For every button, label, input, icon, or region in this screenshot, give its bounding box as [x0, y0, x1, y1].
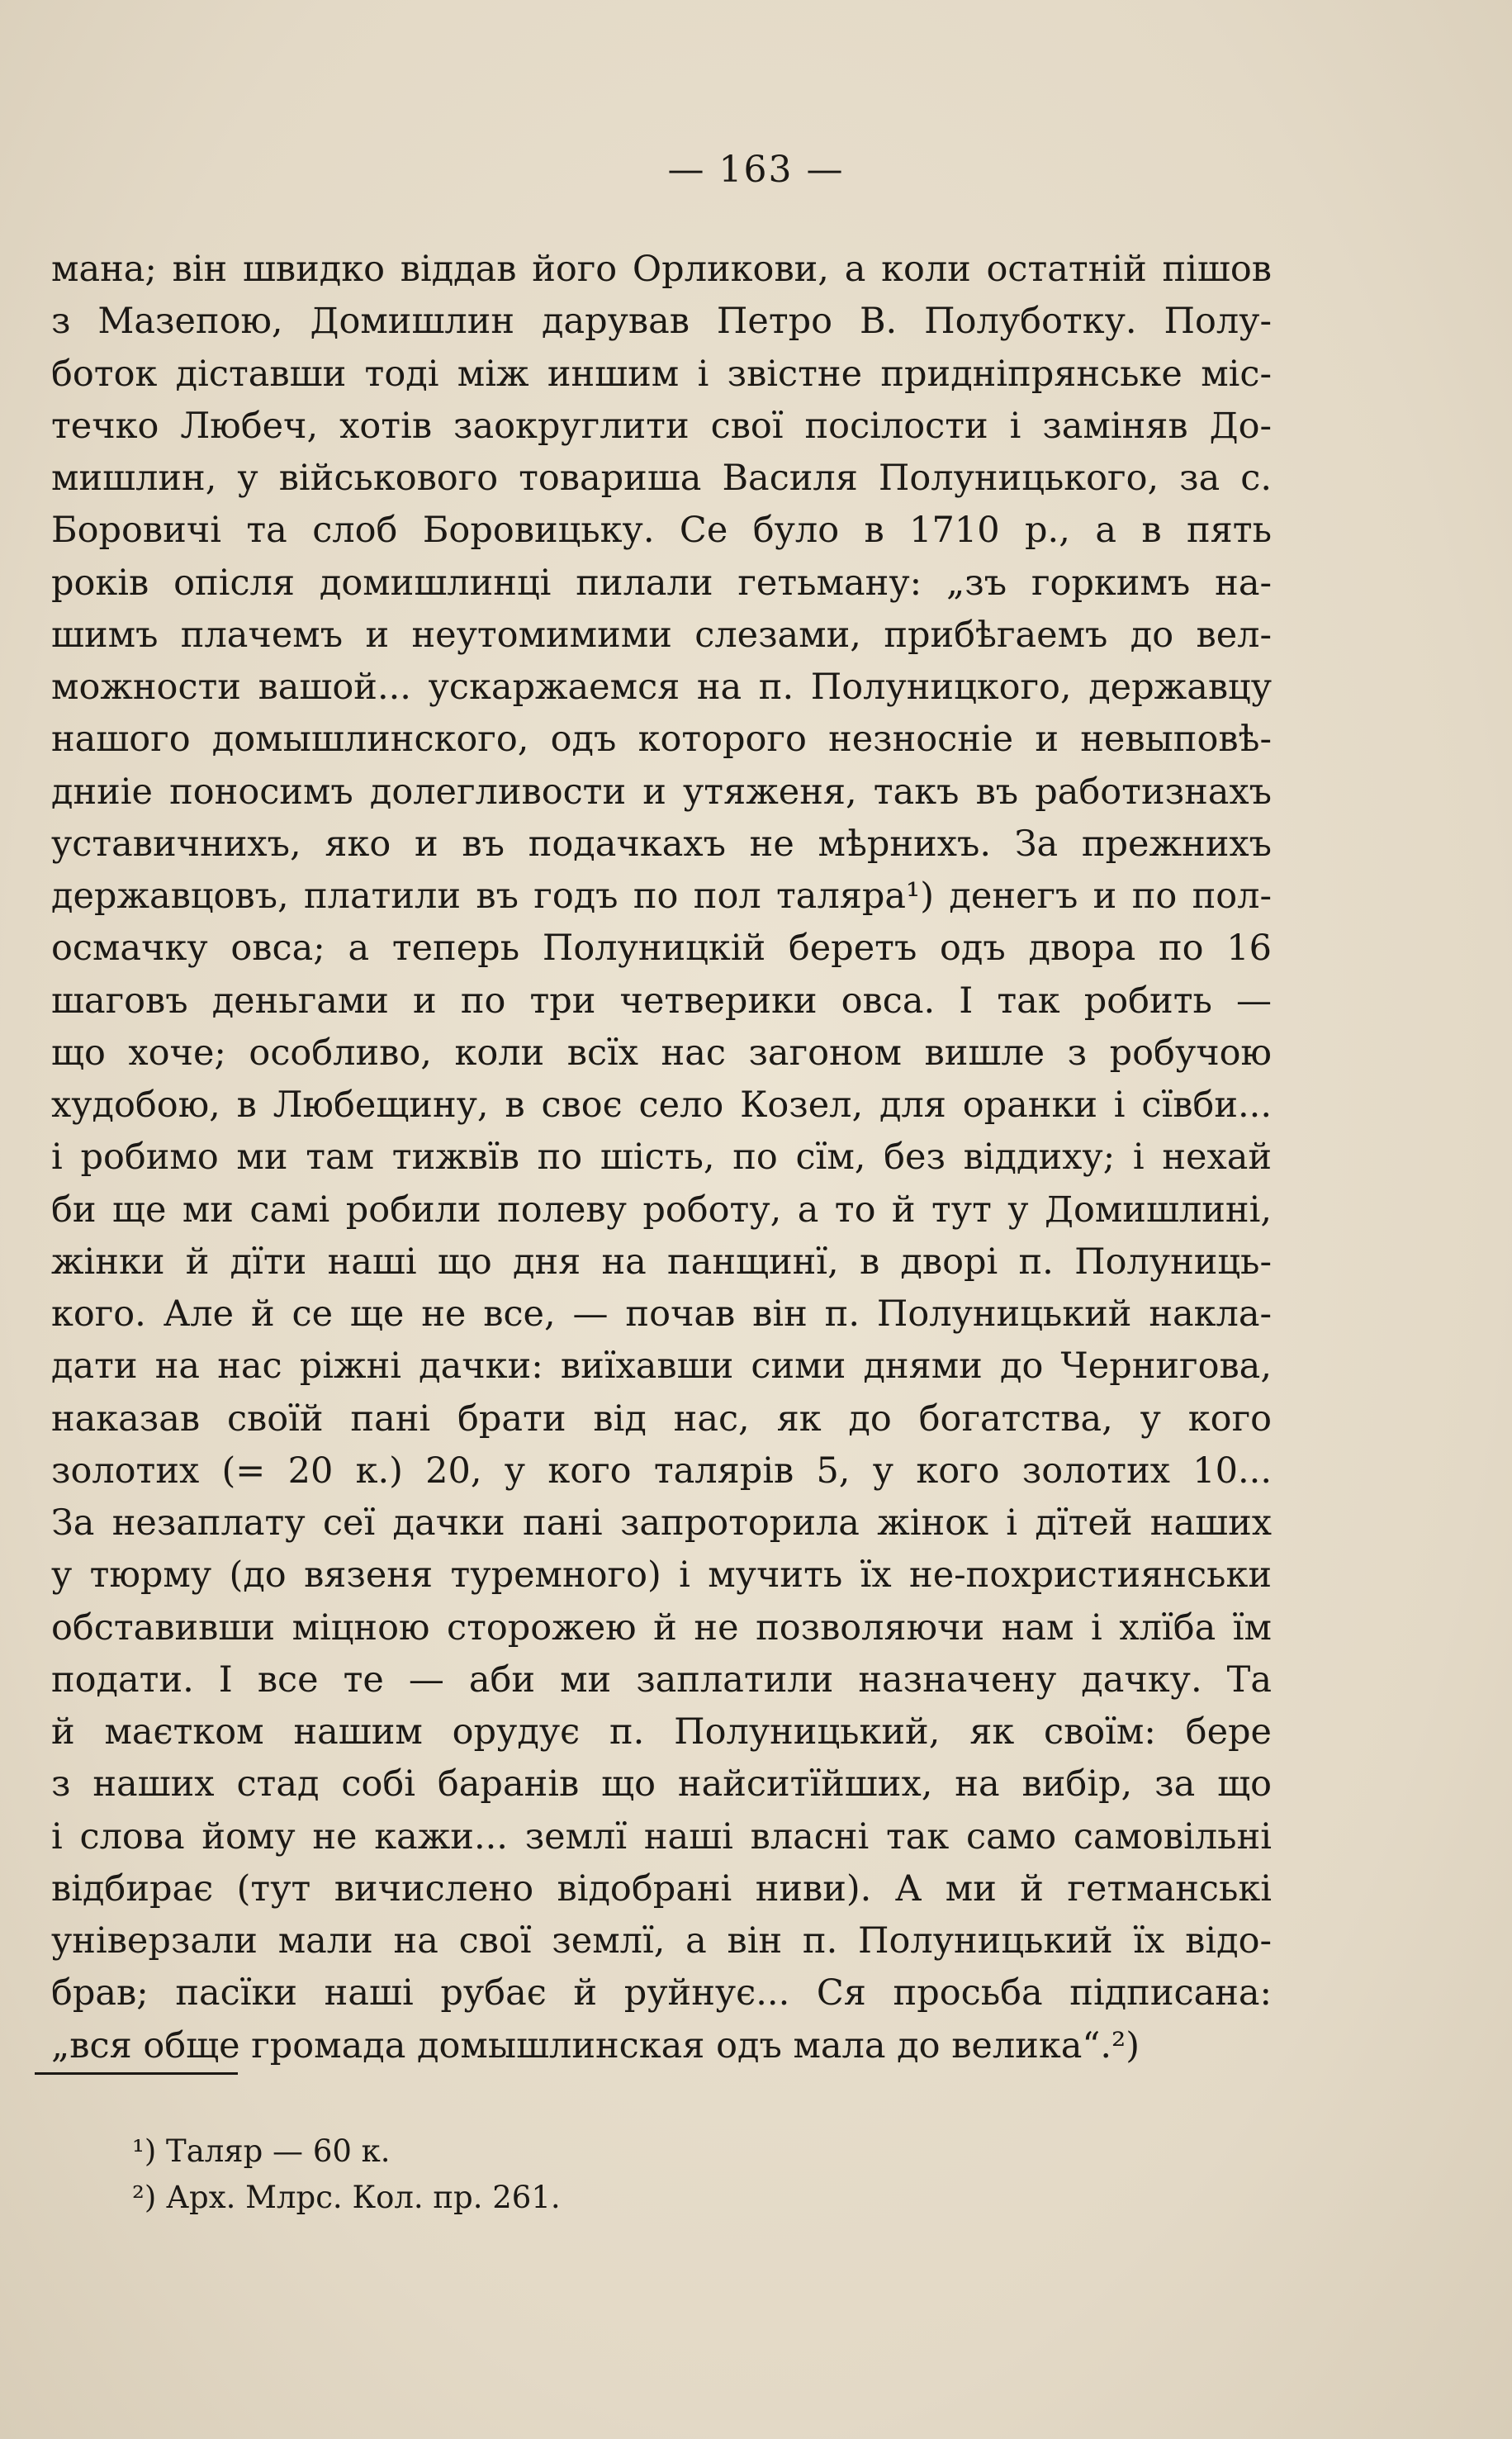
text-line: мишлин, у військового товариша Василя Полуницького, за с. [51, 458, 1272, 499]
text-line: що хоче; особливо, коли всїх нас загоном вишле з робучою [51, 1032, 1272, 1074]
text-line: подати. І все те — аби ми заплатили назначену дачку. Та [51, 1658, 1272, 1701]
text-line: обставивши міцною сторожею й не позволяючи нам і хлїба їм [51, 1606, 1272, 1649]
text-line: наказав своїй пані брати від нас, як до богатства, у кого [51, 1397, 1272, 1440]
text-line: уставичнихъ, яко и въ подачкахъ не мѣрнихъ. За прежнихъ [51, 823, 1272, 865]
text-line: жінки й дїти наші що дня на панщинї, в дворі п. Полуниць- [51, 1241, 1272, 1283]
footnote-divider [35, 2072, 238, 2075]
text-line: осмачку овса; а теперь Полуницкій беретъ одъ двора по 16 [51, 928, 1272, 970]
text-line: у тюрму (до вязеня туремного) і мучить їх не-похристиянськи [51, 1554, 1272, 1597]
text-line: дниіе поносимъ долегливости и утяженя, такъ въ работизнахъ [51, 771, 1272, 813]
text-line: дати на нас ріжні дачки: виїхавши сими днями до Чернигова, [51, 1345, 1272, 1388]
text-line: худобою, в Любещину, в своє село Козел, для оранки і сївби... [51, 1084, 1272, 1126]
text-line: За незаплату сеї дачки пані запроторила жінок і дїтей наших [51, 1502, 1272, 1544]
text-line: шимъ плачемъ и неутомимими слезами, прибѣгаемъ до вел- [51, 614, 1272, 656]
text-line: течко Любеч, хотів заокруглити свої посілости і заміняв До- [51, 405, 1272, 447]
text-line: з Мазепою, Домишлин дарував Петро В. Полуботку. Полу- [51, 301, 1272, 343]
footnote: ¹) Таляр — 60 к. [132, 2133, 391, 2169]
text-line: би ще ми самі робили полеву роботу, а то й тут у Домишлині, [51, 1189, 1272, 1231]
text-line: шаговъ деньгами и по три четверики овса. І так робить — [51, 980, 1272, 1022]
text-line: державцовъ, платили въ годъ по пол таляра¹) денегъ и по пол- [51, 875, 1272, 917]
text-line: Боровичі та слоб Боровицьку. Се було в 1710 р., а в пять [51, 510, 1272, 552]
text-line: і робимо ми там тижвїв по шість, по сїм, без віддиху; і нехай [51, 1136, 1272, 1179]
footnotes [132, 2128, 1123, 2221]
page-number: — 163 — [667, 149, 845, 191]
text-line: і слова йому не кажи... землї наші власні так само самовільні [51, 1815, 1272, 1858]
text-line: універзали мали на свої землї, а він п. Полуницький їх відо- [51, 1920, 1272, 1962]
text-line: „вся обще громада домышлинская одъ мала до велика“.²) [51, 2024, 1140, 2067]
text-line: нашого домышлинского, одъ которого незносніе и невыповѣ- [51, 719, 1272, 761]
text-line: боток діставши тоді між иншим і звістне придніпрянське міс- [51, 353, 1272, 395]
text-line: золотих (= 20 к.) 20, у кого талярів 5, у кого золотих 10... [51, 1450, 1272, 1492]
text-line: можности вашой... ускаржаемся на п. Полуницкого, державцу [51, 667, 1272, 708]
footnote: ²) Арх. Млрс. Кол. пр. 261. [132, 2180, 561, 2215]
text-line: мана; він швидко віддав його Орликови, а коли остатній пішов [51, 249, 1272, 290]
text-line: відбирає (тут вичислено відобрані ниви). А ми й гетманські [51, 1867, 1272, 1910]
body-text [51, 244, 1272, 2072]
text-line: брав; пасїки наші рубає й руйнує... Ся просьба підписана: [51, 1972, 1272, 2014]
text-line: з наших стад собі баранів що найситїйших, на вибір, за що [51, 1763, 1272, 1806]
text-line: років опісля домишлинці пилали гетьману: „зъ горкимъ на- [51, 562, 1272, 604]
text-line: й маєтком нашим орудує п. Полуницький, як своїм: бере [51, 1711, 1272, 1753]
text-line: кого. Але й се ще не все, — почав він п. Полуницький накла- [51, 1293, 1272, 1335]
